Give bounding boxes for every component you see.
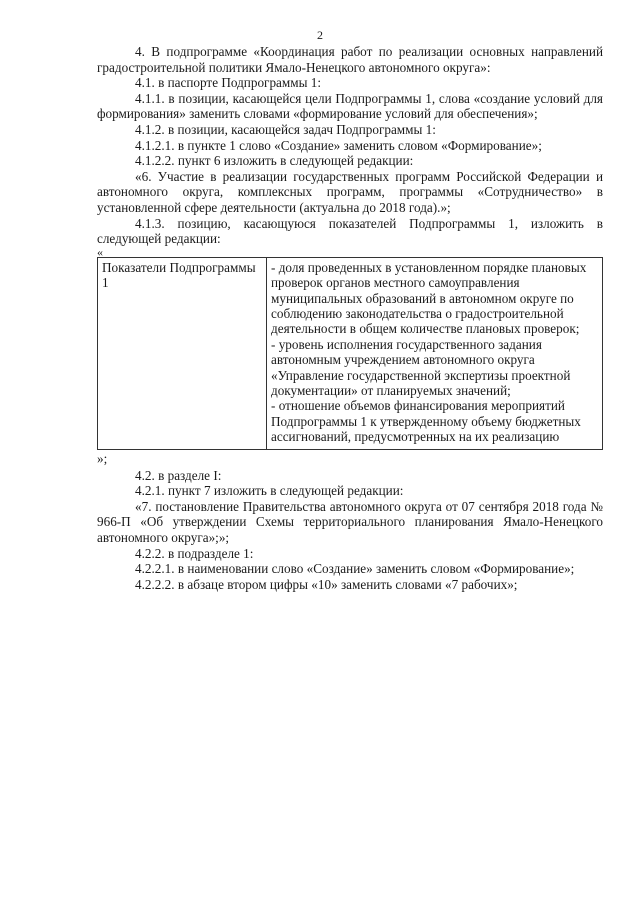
- indicators-table: [97, 257, 603, 450]
- paragraph-4-2-2-2: 4.2.2.2. в абзаце втором цифры «10» заменить словами «7 рабочих»;: [135, 576, 518, 592]
- paragraph-4-2: 4.2. в разделе I:: [135, 467, 222, 483]
- indicator-item: - уровень исполнения государственного задания автономным учреждением автономного округа «Управление государственной экспертизы проектной документации» от планируемых значений;: [271, 336, 571, 398]
- paragraph-4-1-2-1: 4.1.2.1. в пункте 1 слово «Создание» заменить словом «Формирование»;: [135, 137, 542, 153]
- paragraph-4-1-1: 4.1.1. в позиции, касающейся цели Подпрограммы 1, слова «создание условий для формирования» заменить словами «формирование условий для обеспечения»;: [97, 90, 603, 122]
- paragraph-point-7: «7. постановление Правительства автономного округа от 07 сентября 2018 года № 966-П «Об утверждении Схемы территориального планирования Ямало-Ненецкого автономного округа»;»;: [97, 498, 603, 545]
- paragraph-4-2-2: 4.2.2. в подразделе 1:: [135, 545, 254, 561]
- paragraph-4-1-2: 4.1.2. в позиции, касающейся задач Подпрограммы 1:: [135, 121, 436, 137]
- paragraph-4-2-2-1: 4.2.2.1. в наименовании слово «Создание» заменить словом «Формирование»;: [135, 561, 575, 577]
- paragraph-4-1: 4.1. в паспорте Подпрограммы 1:: [135, 75, 322, 91]
- opening-quote: «: [97, 244, 103, 259]
- paragraph-4-1-3: 4.1.3. позицию, касающуюся показателей Подпрограммы 1, изложить в следующей редакции:: [97, 215, 603, 247]
- paragraph-point-6: «6. Участие в реализации государственных программ Российской Федерации и автономного округа, комплексных программ, программы «Сотрудничество» в установленной сфере деятельности (актуальна до 2018 года).»;: [97, 168, 603, 215]
- indicator-item: - отношение объемов финансирования мероприятий Подпрограммы 1 к утвержденному объему бюджетных ассигнований, предусмотренных на их реализацию: [271, 398, 581, 445]
- paragraph-4-1-2-2: 4.1.2.2. пункт 6 изложить в следующей редакции:: [135, 153, 414, 169]
- indicator-item: - доля проведенных в установленном порядке плановых проверок органов местного самоуправления муниципальных образований в автономном округе по соблюдению законодательства о градостроительной деятельности в общем количестве плановых проверок;: [271, 259, 587, 337]
- document-body: [97, 44, 603, 592]
- closing-quote: »;: [97, 450, 108, 466]
- paragraph-4-2-1: 4.2.1. пункт 7 изложить в следующей редакции:: [135, 483, 404, 499]
- table-cell-indicators: [267, 257, 603, 449]
- table-row: [98, 257, 603, 449]
- table-cell-label: Показатели Подпрограммы 1: [98, 257, 267, 449]
- page-number: 2: [317, 28, 323, 42]
- paragraph-4: 4. В подпрограмме «Координация работ по реализации основных направлений градостроительной политики Ямало-Ненецкого автономного округа»:: [97, 44, 603, 75]
